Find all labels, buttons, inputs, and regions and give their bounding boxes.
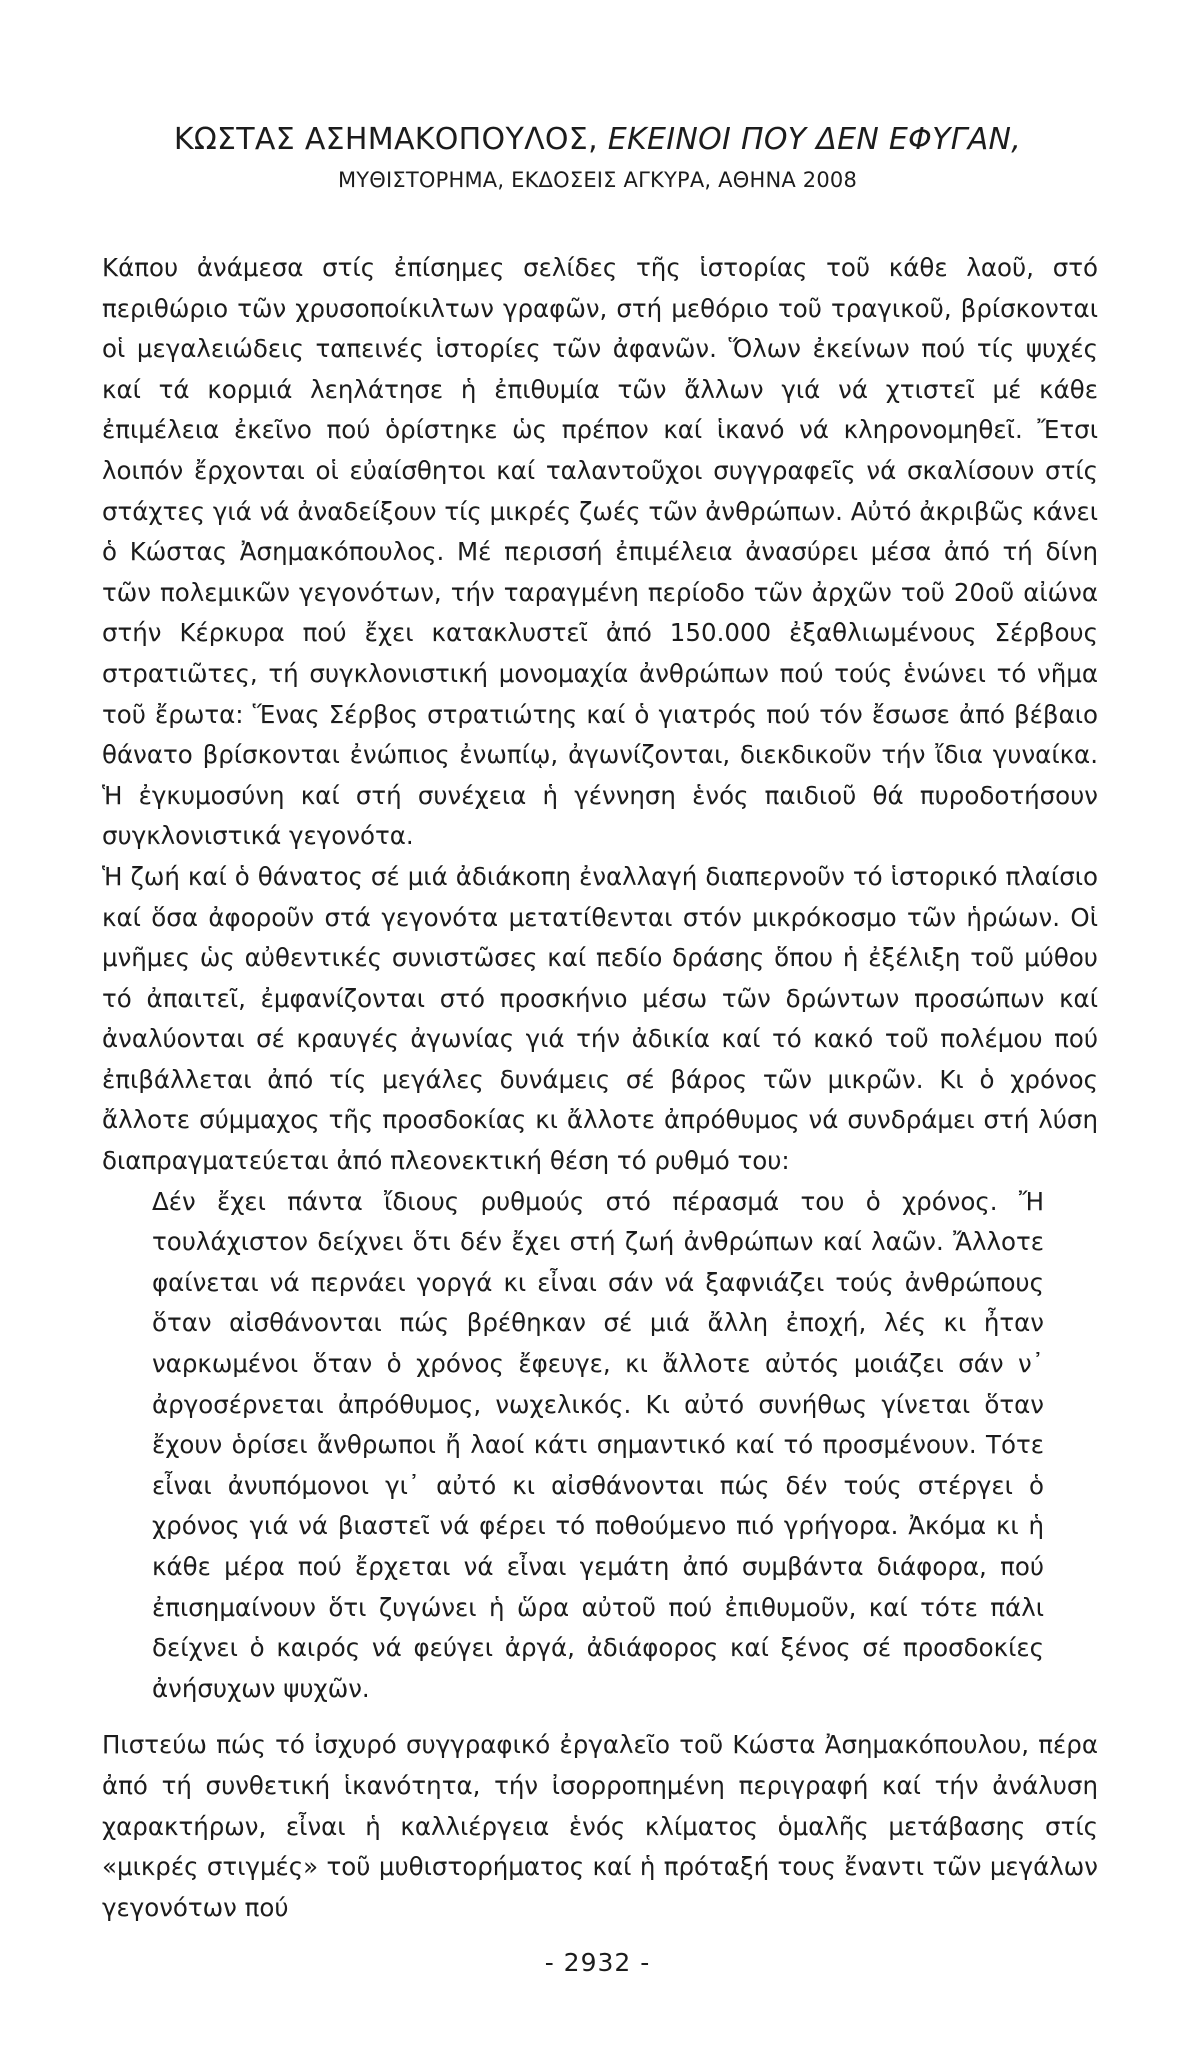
header-title-line: [0, 120, 1195, 160]
paragraph-2: Ἡ ζωή καί ὁ θάνατος σέ μιά ἀδιάκοπη ἐναλλαγή διαπερνοῦν τό ἱστορικό πλαίσιο καί ὅσα ἀφοροῦν στά γεγονότα μετατίθενται στόν μικρόκοσμο τῶν ἡρώων. Οἱ μνῆμες ὡς αὐθεντικές συνιστῶσες καί πεδίο δράσης ὅπου ἡ ἐξέλιξη τοῦ μύθου τό ἀπαιτεῖ, ἐμφανίζονται στό προσκήνιο μέσω τῶν δρώντων προσώπων καί ἀναλύονται σέ κραυγές ἀγωνίας γιά τήν ἀδικία καί τό κακό τοῦ πολέμου πού ἐπιβάλλεται ἀπό τίς μεγάλες δυνάμεις σέ βάρος τῶν μικρῶν. Κι ὁ χρόνος ἄλλοτε σύμμαχος τῆς προσδοκίας κι ἄλλοτε ἀπρόθυμος νά συνδράμει στή λύση διαπραγματεύεται ἀπό πλεονεκτική θέση τό ρυθμό του:: [102, 861, 1098, 1176]
review-header: [0, 120, 1195, 198]
book-title: ΕΚΕΙΝΟΙ ΠΟΥ ΔΕΝ ΕΦΥΓΑΝ,: [607, 122, 1022, 157]
paragraph-3: Πιστεύω πώς τό ἰσχυρό συγγραφικό ἐργαλεῖο τοῦ Κώστα Ἀσημακόπουλου, πέρα ἀπό τή συνθετική ἱκανότητα, τήν ἰσορροπημένη περιγραφή καί τήν ἀνάλυση χαρακτήρων, εἶναι ἡ καλλιέργεια ἑνός κλίματος ὁμαλῆς μετάβασης στίς «μικρές στιγμές» τοῦ μυθιστορήματος καί ἡ πρόταξή τους ἔναντι τῶν μεγάλων γεγονότων πού: [102, 1730, 1098, 1922]
review-body: [102, 248, 1098, 1928]
author-name: ΚΩΣΤΑΣ ΑΣΗΜΑΚΟΠΟΥΛΟΣ,: [173, 122, 608, 157]
publication-info: ΜΥΘΙΣΤΟΡΗΜΑ, ΕΚΔΟΣΕΙΣ ΑΓΚΥΡΑ, ΑΘΗΝΑ 2008: [337, 168, 858, 192]
paragraph-1: Κάπου ἀνάμεσα στίς ἐπίσημες σελίδες τῆς ἱστορίας τοῦ κάθε λαοῦ, στό περιθώριο τῶν χρυσοποίκιλτων γραφῶν, στή μεθόριο τοῦ τραγικοῦ, βρίσκονται οἱ μεγαλειώδεις ταπεινές ἱστορίες τῶν ἀφανῶν. Ὅλων ἐκείνων πού τίς ψυχές καί τά κορμιά λεηλάτησε ἡ ἐπιθυμία τῶν ἄλλων γιά νά χτιστεῖ μέ κάθε ἐπιμέλεια ἐκεῖνο πού ὁρίστηκε ὡς πρέπον καί ἱκανό νά κληρονομηθεῖ. Ἔτσι λοιπόν ἔρχονται οἱ εὐαίσθητοι καί ταλαντοῦχοι συγγραφεῖς νά σκαλίσουν στίς στάχτες γιά νά ἀναδείξουν τίς μικρές ζωές τῶν ἀνθρώπων. Αὐτό ἀκριβῶς κάνει ὁ Κώστας Ἀσημακόπουλος. Μέ περισσή ἐπιμέλεια ἀνασύρει μέσα ἀπό τή δίνη τῶν πολεμικῶν γεγονότων, τήν ταραγμένη περίοδο τῶν ἀρχῶν τοῦ 20οῦ αἰώνα στήν Κέρκυρα πού ἔχει κατακλυστεῖ ἀπό 150.000 ἐξαθλιωμένους Σέρβους στρατιῶτες, τή συγκλονιστική μονομαχία ἀνθρώπων πού τούς ἑνώνει τό νῆμα τοῦ ἔρωτα: Ἕνας Σέρβος στρατιώτης καί ὁ γιατρός πού τόν ἔσωσε ἀπό βέβαιο θάνατο βρίσκονται ἐνώπιος ἐνωπίῳ, ἀγωνίζονται, διεκδικοῦν τήν ἴδια γυναίκα. Ἡ ἐγκυμοσύνη καί στή συνέχεια ἡ γέννηση ἑνός παιδιοῦ θά πυροδοτήσουν συγκλονιστικά γεγονότα.: [102, 253, 1098, 851]
page-number: - 2932 -: [544, 1948, 651, 1977]
block-quote: Δέν ἔχει πάντα ἴδιους ρυθμούς στό πέρασμά του ὁ χρόνος. Ἤ τουλάχιστον δείχνει ὅτι δέν ἔχει στή ζωή ἀνθρώπων καί λαῶν. Ἄλλοτε φαίνεται νά περνάει γοργά κι εἶναι σάν νά ξαφνιάζει τούς ἀνθρώπους ὅταν αἰσθάνονται πώς βρέθηκαν σέ μιά ἄλλη ἐποχή, λές κι ἦταν ναρκωμένοι ὅταν ὁ χρόνος ἔφευγε, κι ἄλλοτε αὐτός μοιάζει σάν ν᾽ ἀργοσέρνεται ἀπρόθυμος, νωχελικός. Κι αὐτό συνήθως γίνεται ὅταν ἔχουν ὁρίσει ἄνθρωποι ἤ λαοί κάτι σημαντικό καί τό προσμένουν. Τότε εἶναι ἀνυπόμονοι γι᾽ αὐτό κι αἰσθάνονται πώς δέν τούς στέργει ὁ χρόνος γιά νά βιαστεῖ νά φέρει τό ποθούμενο πιό γρήγορα. Ἀκόμα κι ἡ κάθε μέρα πού ἔρχεται νά εἶναι γεμάτη ἀπό συμβάντα διάφορα, πού ἐπισημαίνουν ὅτι ζυγώνει ἡ ὥρα αὐτοῦ πού ἐπιθυμοῦν, καί τότε πάλι δείχνει ὁ καιρός νά φεύγει ἀργά, ἀδιάφορος καί ξένος σέ προσδοκίες ἀνήσυχων ψυχῶν.: [152, 1186, 1044, 1703]
